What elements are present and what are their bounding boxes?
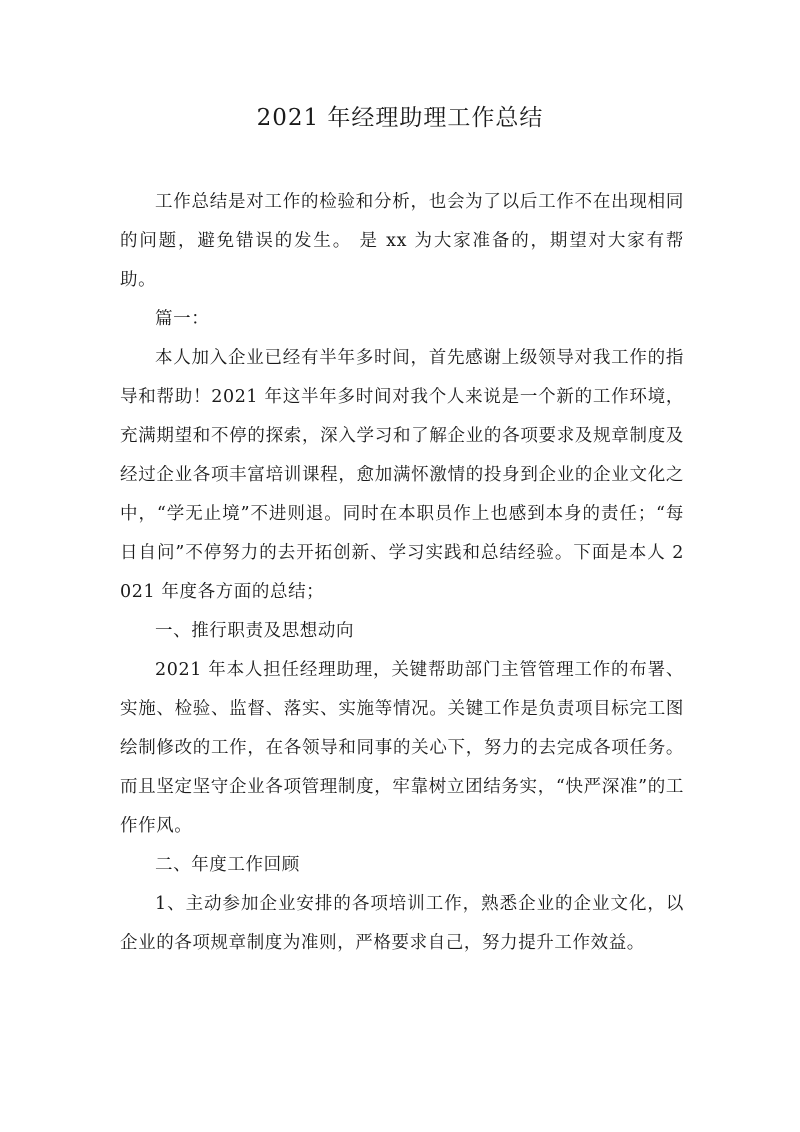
body-paragraph: 本人加入企业已经有半年多时间，首先感谢上级领导对我工作的指导和帮助！2021 年这半年多时间对我个人来说是一个新的工作环境，充满期望和不停的探索，深入学习和了解企业的各项要求及规章制度及经过企业各项丰富培训课程，愈加满怀激情的投身到企业的企业文化之中，“学无止境”不进则退。同时在本职员作上也感到本身的责任；“每日自问”不停努力的去开拓创新、学习实践和总结经验。下面是本人 2021 年度各方面的总结；	[120, 348, 684, 602]
section-heading-duties: 一、推行职责及思想动向	[155, 621, 355, 641]
document-title: 2021 年经理助理工作总结	[256, 105, 544, 131]
section-heading-annual-review: 二、年度工作回顾	[155, 855, 300, 875]
intro-paragraph: 工作总结是对工作的检验和分析，也会为了以后工作不在出现相同的问题，避免错误的发生。 是 xx 为大家准备的，期望对大家有帮助。	[120, 192, 684, 290]
body-paragraph: 1、主动参加企业安排的各项培训工作，熟悉企业的企业文化，以企业的各项规章制度为准则，严格要求自己，努力提升工作效益。	[120, 894, 684, 953]
document-body	[120, 183, 684, 963]
body-paragraph: 2021 年本人担任经理助理，关键帮助部门主管管理工作的布署、实施、检验、监督、落实、实施等情况。关键工作是负责项目标完工图绘制修改的工作，在各领导和同事的关心下，努力的去完成各项任务。而且坚定坚守企业各项管理制度，牢靠树立团结务实，“快严深准”的工作作风。	[120, 660, 684, 836]
section-label-part-one: 篇一：	[155, 309, 210, 329]
